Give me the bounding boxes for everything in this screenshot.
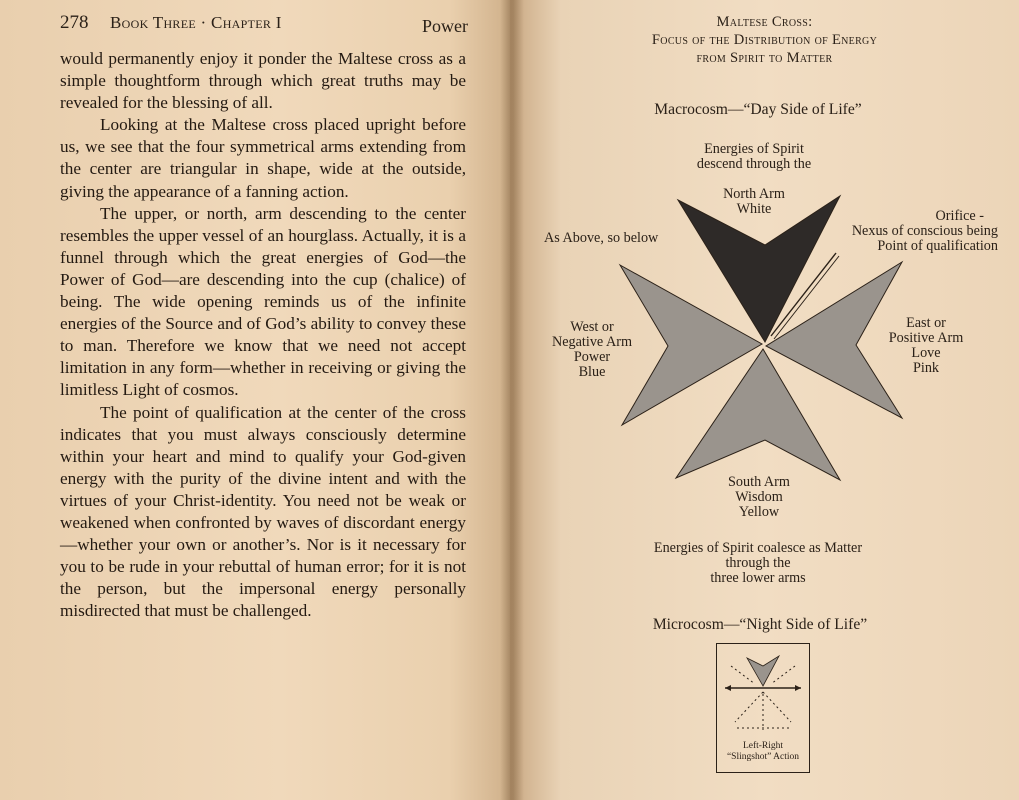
energies-descend-label: Energies of Spirit descend through the <box>696 141 812 172</box>
energies-coalesce-label: Energies of Spirit coalesce as Matter through the three lower arms <box>653 540 863 586</box>
paragraph: The point of qualification at the center of the cross indicates that you must always consciously determine within your heart and mind to qualify your God-given energy with the purity of the divine intent and with the virtues of your Christ-identity. You need not be weak or weakened when confronted by waves of discordant energy—whether your own or another’s. Nor is it necessary for you to be rude in your rebuttal of human error; for it is not the person, but the impersonal energy personally misdirected that must be challenged. <box>60 402 466 621</box>
east-arm-label: East or Positive Arm Love Pink <box>888 315 964 376</box>
inset-arrow-head <box>795 685 801 691</box>
maltese-cross-diagram <box>510 0 1019 800</box>
slingshot-diagram <box>717 644 809 744</box>
inset-dash <box>763 692 791 722</box>
paragraph: The upper, or north, arm descending to the center resembles the upper vessel of an hourglass. Actually, it is a funnel through which the great energies of God—the Power of God—are descending into the cup (chalice) of being. The wide opening reminds us of the infinite energies of the Source and of God’s ability to convey these to man. Therefore we know that we need not accept limitation in any form—whether in receiving or giving the limitless Light of cosmos. <box>60 203 466 400</box>
diagram-title-line: Maltese Cross: <box>716 14 813 30</box>
inset-dash <box>735 692 763 722</box>
inset-dash <box>731 666 755 684</box>
north-arm-label: North Arm White <box>723 186 785 217</box>
microcosm-heading: Microcosm—“Night Side of Life” <box>652 616 868 633</box>
running-head <box>60 12 468 36</box>
slingshot-inset <box>716 643 810 773</box>
book-gutter <box>500 0 524 800</box>
south-arm-label: South Arm Wisdom Yellow <box>728 474 790 520</box>
page-number: 278 <box>60 12 89 33</box>
inset-label: Left-Right <box>742 741 784 751</box>
paragraph: would permanently enjoy it ponder the Maltese cross as a simple thoughtform through which great truths may be revealed for the blessing of all. <box>60 49 466 113</box>
inset-arrow-tail <box>725 685 731 691</box>
book-chapter: Book Three · Chapter I <box>110 13 282 32</box>
inset-dash <box>771 666 795 684</box>
diagram-title-line: Focus of the Distribution of Energy <box>651 32 878 48</box>
macrocosm-heading: Macrocosm—“Day Side of Life” <box>654 101 862 118</box>
west-arm-label: West or Negative Arm Power Blue <box>552 319 632 380</box>
right-page <box>510 0 1019 800</box>
body-text <box>60 48 466 622</box>
diagram-title-line: from Spirit to Matter <box>696 50 833 66</box>
as-above-label: As Above, so below <box>544 230 659 246</box>
orifice-label: Orifice - Nexus of conscious being Point of qualification <box>851 208 998 254</box>
paragraph: Looking at the Maltese cross placed upright before us, we see that the four symmetrical arms extending from the center are triangular in shape, wide at the outside, giving the appearance of a fanning action. <box>60 115 466 201</box>
inset-label: “Slingshot” Action <box>726 752 800 762</box>
section-name: Power <box>422 16 468 36</box>
